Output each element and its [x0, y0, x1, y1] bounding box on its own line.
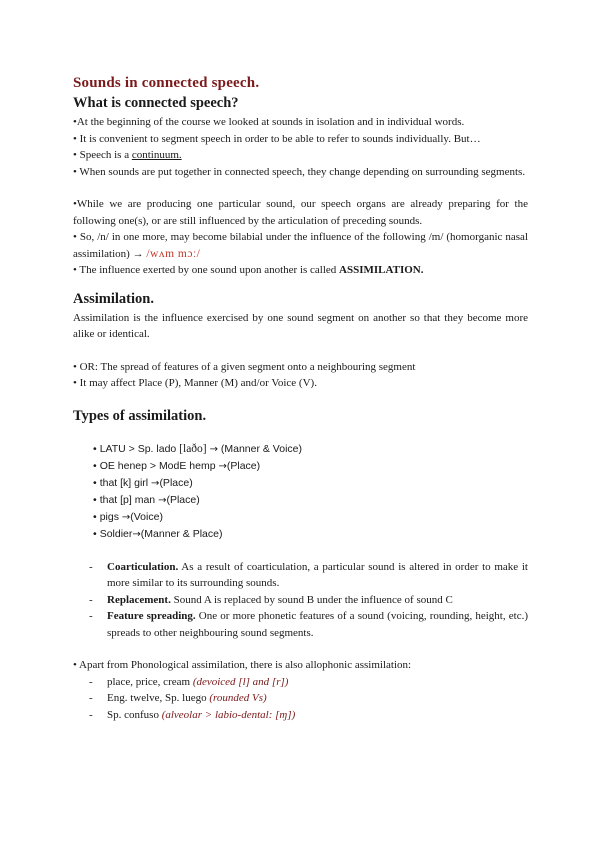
- allophonic-note: (devoiced [l] and [r]): [192, 675, 289, 688]
- dash-marker: -: [89, 692, 93, 704]
- ipa-transcription: /wʌm mɔː/: [146, 247, 201, 260]
- example-ipa: [laðo]: [179, 442, 207, 455]
- allophonic-example: place, price, cream: [107, 675, 193, 688]
- example-note: (Manner & Voice): [217, 442, 302, 455]
- definition-text: One or more phonetic features of a sound (voicing, rounding, height, etc.) spreads to other neighbouring sound segments.: [107, 610, 528, 639]
- arrow-icon: →: [151, 477, 160, 489]
- definitions-list: [73, 559, 528, 642]
- bilabial-text: • So, /n/ in one more, may become bilabial under the influence of the following /m/ (homorganic nasal assimilation) →: [73, 231, 528, 260]
- example-note: (Place): [226, 459, 261, 472]
- example-text: OE henep > ModE hemp: [99, 459, 219, 472]
- definition-term: Replacement.: [107, 593, 171, 606]
- allophonic-list: [73, 674, 528, 724]
- assimilation-def-text: • The influence exerted by one sound upon another is called: [73, 264, 340, 276]
- example-note: (Place): [159, 476, 193, 489]
- dash-marker: -: [89, 610, 93, 622]
- paragraph-place-manner-voice: • It may affect Place (P), Manner (M) and/or Voice (V).: [73, 377, 317, 389]
- list-item: [93, 492, 528, 509]
- continuum-prefix: • Speech is a: [73, 149, 132, 161]
- arrow-icon: →: [132, 528, 141, 540]
- list-item: [93, 526, 528, 543]
- assimilation-term: ASSIMILATION.: [339, 264, 424, 276]
- dash-marker: -: [89, 560, 93, 573]
- document-title: Sounds in connected speech.: [73, 75, 260, 91]
- example-note: (Manner & Place): [140, 527, 223, 540]
- list-item: [93, 509, 528, 526]
- example-text: that [p] man: [99, 493, 159, 506]
- list-item: [73, 707, 528, 724]
- example-text: pigs: [99, 510, 122, 523]
- list-item: [93, 441, 528, 458]
- example-text: that [k] girl: [99, 476, 152, 489]
- section-heading-types: Types of assimilation.: [73, 407, 207, 424]
- list-item: [73, 608, 528, 641]
- list-item: [73, 592, 528, 609]
- continuum-term: continuum.: [131, 149, 182, 161]
- paragraph-segment: • It is convenient to segment speech in order to be able to refer to sounds individually. But…: [73, 132, 481, 145]
- paragraph-continuum: [73, 147, 528, 164]
- list-item: [93, 458, 528, 475]
- arrow-icon: →: [121, 511, 131, 523]
- dash-marker: -: [89, 675, 93, 688]
- allophonic-example: Eng. twelve, Sp. luego: [107, 692, 210, 704]
- paragraph-surrounding: • When sounds are put together in connected speech, they change depending on surrounding segments.: [73, 165, 526, 178]
- example-text: LATU > Sp. lado: [99, 442, 180, 455]
- list-item: [73, 674, 528, 691]
- paragraph-speech-organs: •While we are producing one particular sound, our speech organs are already preparing for the following one(s), or are still influenced by the articulation of preceding sounds.: [73, 198, 528, 227]
- paragraph-isolation: •At the beginning of the course we looked at sounds in isolation and in individual words.: [73, 116, 465, 128]
- paragraph-assimilation-explained: Assimilation is the influence exercised by one sound segment on another so that they become more alike or identical.: [73, 311, 528, 340]
- example-note: (Place): [166, 493, 200, 506]
- list-item: [73, 559, 528, 592]
- paragraph-assimilation-def: [73, 262, 528, 279]
- example-text: Soldier: [99, 527, 133, 540]
- dash-marker: -: [89, 593, 93, 606]
- definition-term: Feature spreading.: [107, 610, 196, 622]
- definition-text: As a result of coarticulation, a particular sound is altered in order to make it more similar to its surrounding sounds.: [107, 560, 528, 589]
- document-page: [73, 75, 528, 723]
- paragraph-bilabial: [73, 229, 528, 262]
- section-heading-assimilation: Assimilation.: [73, 290, 154, 307]
- arrow-icon: →: [158, 494, 167, 506]
- allophonic-example: Sp. confuso: [107, 708, 162, 721]
- arrow-icon: →: [209, 443, 218, 455]
- allophonic-note: (rounded Vs): [209, 692, 267, 704]
- paragraph-spread-features: • OR: The spread of features of a given segment onto a neighbouring segment: [73, 360, 416, 373]
- examples-list: [93, 441, 528, 543]
- list-item: [93, 475, 528, 492]
- dash-marker: -: [89, 708, 93, 721]
- paragraph-allophonic-intro: • Apart from Phonological assimilation, there is also allophonic assimilation:: [73, 659, 412, 671]
- example-note: (Voice): [130, 510, 163, 523]
- list-item: [73, 690, 528, 707]
- definition-text: Sound A is replaced by sound B under the influence of sound C: [170, 593, 453, 606]
- section-heading-connected-speech: What is connected speech?: [73, 95, 239, 111]
- allophonic-note: (alveolar > labio-dental: [ɱ]): [161, 708, 296, 721]
- definition-term: Coarticulation.: [107, 560, 179, 573]
- arrow-icon: →: [218, 460, 227, 472]
